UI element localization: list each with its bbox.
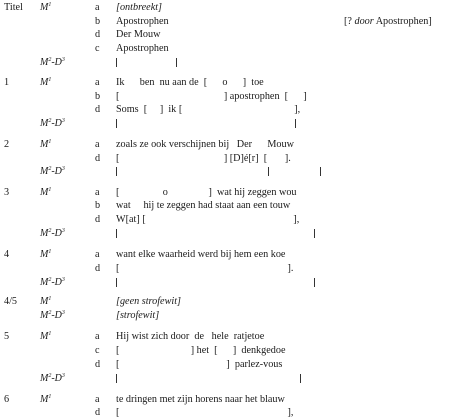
variant-text-c: Apostrophen	[116, 43, 169, 54]
variant-text-a: [ o ] wat hij zeggen wou	[116, 187, 297, 198]
line-number: 4/5	[4, 296, 18, 307]
variant-marker	[314, 278, 315, 287]
line-number: 4	[4, 249, 10, 260]
variant-letter-d: d	[95, 153, 101, 164]
variant-letter-a: a	[95, 2, 100, 13]
variant-letter-b: b	[95, 16, 101, 27]
witness-m2-d3: $M^2-D^3$	[40, 166, 65, 177]
line-number: 1	[4, 77, 10, 88]
variant-marker	[116, 58, 117, 67]
variant-letter-c: c	[95, 43, 100, 54]
variant-marker	[116, 167, 117, 176]
witness-m2-d3: $M^2-D^3$	[40, 310, 65, 321]
variant-letter-a: a	[95, 187, 100, 198]
section-label-titel: Titel	[4, 2, 23, 13]
witness-m1: $M^1$	[40, 77, 52, 88]
witness-m2-d3: $M^2-D^3$	[40, 57, 65, 68]
witness-m1: $M^1$	[40, 249, 52, 260]
variant-letter-d: d	[95, 359, 101, 370]
witness-m1: $M^1$	[40, 296, 52, 307]
editorial-note: [geen strofewit]	[116, 296, 181, 307]
editorial-note: [strofewit]	[116, 310, 160, 321]
variant-text-d: [ ],	[116, 407, 294, 418]
line-number: 5	[4, 331, 10, 342]
variant-letter-b: b	[95, 200, 101, 211]
variant-text-a: zoals ze ook verschijnen bij Der Mouw	[116, 139, 294, 150]
variant-marker	[320, 167, 321, 176]
variant-letter-d: d	[95, 407, 101, 418]
variant-text-c: [ ] het [ ] denkgedoe	[116, 345, 286, 356]
line-number: 2	[4, 139, 10, 150]
line-number: 6	[4, 394, 10, 405]
variant-letter-a: a	[95, 331, 100, 342]
variant-letter-c: c	[95, 345, 100, 356]
variant-marker	[268, 167, 269, 176]
variant-letter-a: a	[95, 77, 100, 88]
variant-text-d: Soms [ ] ik [ ],	[116, 104, 301, 115]
witness-m2-d3: $M^2-D^3$	[40, 277, 65, 288]
variant-text-a: Hij wist zich door de hele ratjetoe	[116, 331, 265, 342]
variant-text-b: wat hij te zeggen had staat aan een touw	[116, 200, 291, 211]
witness-m2-d3: $M^2-D^3$	[40, 228, 65, 239]
witness-m1: $M^1$	[40, 187, 52, 198]
variant-text-d: Der Mouw	[116, 29, 161, 40]
variant-text-a: Ik ben nu aan de [ o ] toe	[116, 77, 264, 88]
variant-marker	[116, 229, 117, 238]
variant-marker	[116, 278, 117, 287]
variant-marker	[314, 229, 315, 238]
variant-marker	[295, 119, 296, 128]
variant-marker	[300, 374, 301, 383]
variant-letter-a: a	[95, 249, 100, 260]
variant-marker	[116, 119, 117, 128]
variant-letter-d: d	[95, 29, 101, 40]
variant-letter-a: a	[95, 394, 100, 405]
variant-text-d: [ ].	[116, 263, 294, 274]
variant-text-b: Apostrophen	[116, 16, 169, 27]
editor-note: [? door Apostrophen]	[344, 16, 432, 27]
line-number: 3	[4, 187, 10, 198]
variant-letter-b: b	[95, 91, 101, 102]
variant-text-d: W[at] [ ],	[116, 214, 300, 225]
variant-marker	[176, 58, 177, 67]
variant-marker	[116, 374, 117, 383]
witness-m1: $M^1$	[40, 2, 52, 13]
variant-text-a: te dringen met zijn horens naar het blauw	[116, 394, 285, 405]
variant-letter-d: d	[95, 104, 101, 115]
witness-m2-d3: $M^2-D^3$	[40, 118, 65, 129]
variant-text-d: [ ] [D]é[r] [ ].	[116, 153, 291, 164]
witness-m2-d3: $M^2-D^3$	[40, 373, 65, 384]
variant-letter-a: a	[95, 139, 100, 150]
variant-text-d: [ ] parlez-vous	[116, 359, 283, 370]
witness-m1: $M^1$	[40, 394, 52, 405]
variant-text-a: want elke waarheid werd bij hem een koe	[116, 249, 286, 260]
witness-m1: $M^1$	[40, 139, 52, 150]
variant-letter-d: d	[95, 263, 101, 274]
variant-text-b: [ ] apostrophen [ ]	[116, 91, 307, 102]
witness-m1: $M^1$	[40, 331, 52, 342]
variant-text-a: [ontbreekt]	[116, 2, 163, 13]
variant-letter-d: d	[95, 214, 101, 225]
